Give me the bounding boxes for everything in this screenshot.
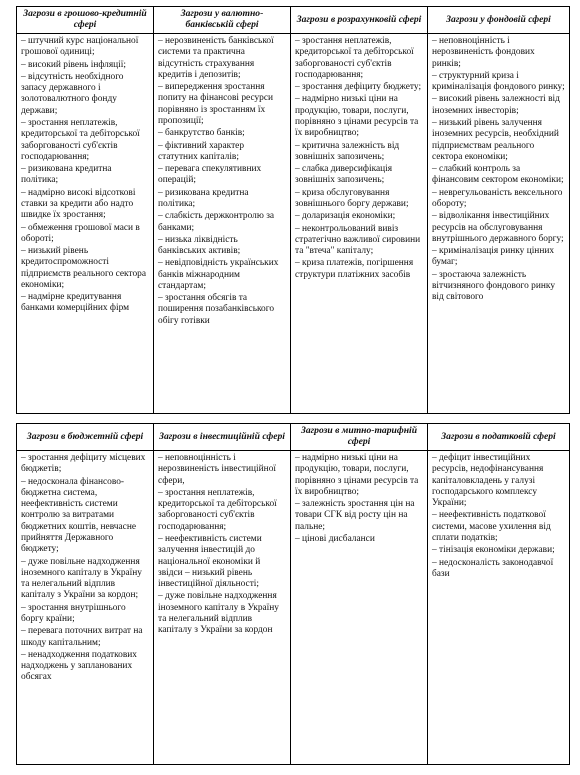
cell-currency-banking	[154, 34, 291, 414]
list-item: – неврегульованість вексельного обороту;	[432, 187, 563, 209]
cell-customs-tariff	[291, 451, 428, 765]
list-item: – ризикована кредитна політика;	[158, 187, 249, 209]
list-item: – надмірно низькі ціни на продукцію, товари, послуги, порівняно з цінами ресурсів та їх виробництво;	[295, 453, 419, 497]
list-item: – зростання дефіциту бюджету;	[295, 82, 422, 93]
list-item: – низька ліквідність банківських активів;	[158, 234, 241, 257]
list-item: – криза платежів, погіршення структури платіжних засобів	[295, 258, 414, 280]
list-item: – структурний криза і криміналізація фондового ринку;	[432, 70, 565, 93]
header-currency-banking: Загрози у валютно-банківській сфері	[154, 7, 291, 34]
list-item: – перевага поточних витрат на шкоду капітальним;	[21, 626, 143, 648]
cell-budget	[17, 451, 154, 765]
list-item: – неефективність системи залучення інвестицій до національної економіки й звідси – низький рівень інвестиційної діяльності;	[158, 533, 262, 590]
list-item: – обмеження грошової маси в обороті;	[21, 222, 140, 244]
header-settlement: Загрози в розрахунковій сфері	[291, 7, 428, 34]
list-item: – надмірно високі відсоткові ставки за кредити або надто швидке їх зростання;	[21, 187, 136, 221]
threats-table-top	[16, 6, 570, 414]
content-row	[17, 451, 570, 765]
list-item: – зростаюча залежність вітчизняного фондового ринку від світового	[432, 269, 556, 303]
list-item: – дефіцит інвестиційних ресурсів, недофінансування капіталовкладень у галузі господарського комплексу України;	[432, 453, 544, 509]
list-item: – критична залежність від зовнішніх запозичень;	[295, 140, 400, 162]
list-item: – випередження зростання попиту на фінансові ресурси порівняно із зростанням їх пропозиції;	[158, 82, 274, 126]
header-budget: Загрози в бюджетній сфері	[17, 424, 154, 451]
list-item: – криміналізація ринку цінних бумаг;	[432, 246, 555, 268]
list-item: – невідповідність українських банків міжнародним стандартам;	[158, 258, 279, 291]
header-stock: Загрози у фондовій сфері	[428, 7, 570, 34]
list-item: – недосконала фінансово-бюджетна система, неефективність системи контролю за витратами бюджетних коштів, невчасне прийняття Державного бюджету;	[21, 476, 137, 555]
list-item: – слабкий контроль за фінансовим сектором економіки;	[432, 164, 564, 186]
list-item: – надмірно низькі ціни на продукцію, товари, послуги, порівняно з цінами ресурсів та їх виробництво;	[295, 94, 419, 139]
header-tax: Загрози в податковій сфері	[428, 424, 570, 451]
list-item: – неефективність податкової системи, масове ухилення від сплати податків;	[432, 510, 551, 543]
list-item: – відволікання інвестиційних ресурсів на обслуговування внутрішнього державного боргу;	[432, 211, 564, 244]
list-item: – фіктивний характер статутних капіталів;	[158, 140, 245, 162]
header-investment: Загрози в інвестиційній сфері	[154, 424, 291, 451]
header-row	[17, 424, 570, 451]
list-item: – зростання неплатежів, кредиторської та дебіторської заборгованості суб'єктів господарювання;	[21, 117, 140, 162]
list-item: – зростання обсягів та поширення позабанківського обігу готівки	[158, 293, 275, 326]
list-item: – доларизація економіки;	[295, 211, 396, 222]
list-item: – цінові дисбаланси	[295, 533, 375, 544]
list-item: – ризикована кредитна політика;	[21, 164, 112, 186]
header-customs-tariff: Загрози в митно-тарифній сфері	[291, 424, 428, 451]
list-item: – неповноцінність і нерозвиненість інвестиційної сфери,	[158, 453, 276, 486]
list-item: – зростання внутрішнього боргу країни;	[21, 602, 126, 624]
list-item: – зростання неплатежів, кредиторської та дебіторської заборгованості суб'єктів господарювання;	[295, 36, 414, 80]
content-row	[17, 34, 570, 414]
list-item: – недосконалість законодавчої бази	[432, 557, 554, 579]
list-item: – тінізація економіки держави;	[432, 545, 555, 556]
list-item: – залежність зростання цін на товари СГК від росту цін на пальне;	[295, 499, 415, 532]
threats-table-bottom	[16, 423, 570, 765]
list-item: – відсутність необхідного запасу державного і золотовалютного фонду держави;	[21, 71, 124, 116]
cell-stock	[428, 34, 570, 414]
list-item: – банкрутство банків;	[158, 128, 245, 139]
list-item: – слабка диверсифікація зовнішніх запозичень;	[295, 164, 393, 186]
list-item: – надмірне кредитування банками комерційних фірм	[21, 292, 130, 314]
cell-investment	[154, 451, 291, 765]
list-item: – низький рівень кредитоспроможності підприємств реального сектора економіки;	[21, 246, 146, 290]
list-item: – слабкість держконтролю за банками;	[158, 211, 275, 233]
cell-monetary-credit	[17, 34, 154, 414]
list-item: – високий рівень інфляції;	[21, 59, 127, 70]
list-item: – дуже повільне надходження іноземного капіталу в Україну та нелегальний відплив капіталу з України за кордон	[158, 591, 279, 636]
cell-tax	[428, 451, 570, 765]
list-item: – зростання дефіциту місцевих бюджетів;	[21, 453, 146, 475]
list-item: – зростання неплатежів, кредиторської та дебіторської заборгованості суб'єктів господарювання;	[158, 487, 277, 532]
list-item: – неповноцінність і нерозвиненість фондових ринків;	[432, 36, 535, 69]
list-item: – неконтрольований вивіз стратегічно важливої сировини та "втеча" капіталу;	[295, 223, 421, 257]
list-item: – високий рівень залежності від іноземних інвесторів;	[432, 94, 560, 116]
list-item: – перевага спекулятивних операцій;	[158, 164, 262, 186]
cell-settlement	[291, 34, 428, 414]
list-item: – штучний курс національної грошової одиниці;	[21, 36, 139, 58]
list-item: – криза обслуговування зовнішнього боргу держави;	[295, 187, 409, 209]
list-item: – дуже повільне надходження іноземного капіталу в Україну та нелегальний відплив капіталу з України за кордон;	[21, 556, 142, 601]
list-item: – ненадходження податкових надходжень у запланованих обсягах	[21, 649, 137, 683]
list-item: – нерозвиненість банківської системи та практична відсутність страхування кредитів і депозитів;	[158, 36, 274, 80]
header-monetary-credit: Загрози в грошово-кредитній сфері	[17, 7, 154, 34]
list-item: – низький рівень залучення іноземних ресурсів, необхідний підприємствам реального сектора економіки;	[432, 117, 559, 162]
header-row	[17, 7, 570, 34]
